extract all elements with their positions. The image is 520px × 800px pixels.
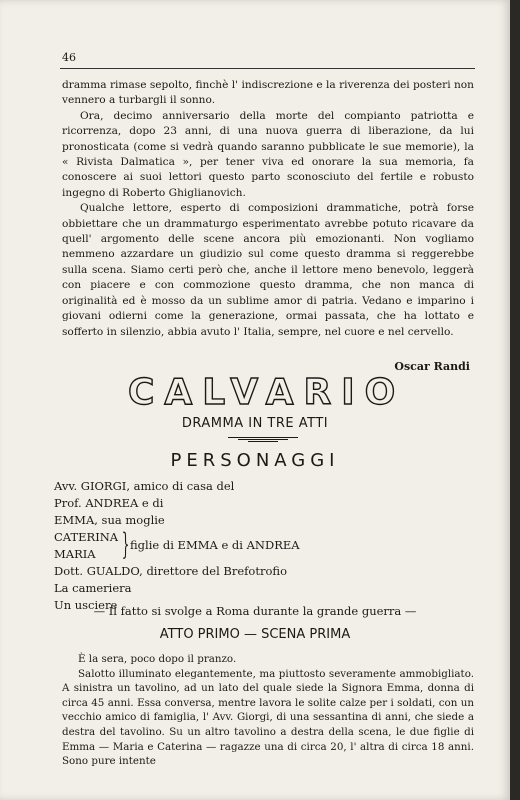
stage-directions: [62, 652, 474, 769]
intro-paragraph: Ora, decimo anniversario della morte del compianto patriotta e ricorrenza, dopo 23 anni, di una nuova guerra di liberazione, da lui pronosticata (come si vedrà quando saranno pubblicate le sue memorie), la « Rivista Dalmatica », per tener viva ed onorare la sua memoria, fa conoscere ai suoi lettori questo parto sconosciuto del fertile e robusto ingegno di Roberto Ghiglianovich.: [62, 109, 474, 199]
cast-daughters: [54, 527, 300, 563]
drama-subtitle: DRAMMA IN TRE ATTI: [181, 416, 329, 431]
cast-list: [54, 478, 300, 614]
personaggi-heading: PERSONAGGI: [170, 450, 340, 471]
header-rule: [60, 68, 475, 69]
cast-giorgi: Avv. GIORGI, amico di casa del: [54, 479, 235, 493]
page-number: 46: [62, 51, 76, 64]
cast-andrea: Prof. ANDREA e di: [54, 496, 164, 510]
act-heading: ATTO PRIMO — SCENA PRIMA: [159, 627, 351, 642]
drama-title: CALVARIO: [128, 372, 406, 413]
daughters-description: figlie di EMMA e di ANDREA: [130, 538, 300, 552]
stage-paragraph: È la sera, poco dopo il pranzo.: [78, 653, 237, 665]
intro-paragraph: Qualche lettore, esperto di composizioni drammatiche, potrà forse obbiettare che un drammaturgo esperimentato avrebbe potuto ricavare da quell' argomento delle scene ancora più emozionanti. Non vogliamo nemmeno azzardare un giudizio sul come questo dramma si reggerebbe sulla scena. Siamo certi però che, anche il lettore meno benevolo, leggerà con piacere e con commozione questo dramma, che non manca di originalità ed è mosso da un sublime amor di patria. Vedano e imparino i giovani odierni come la generazione, ormai passata, che ha lottato e sofferto in silenzio, abbia avuto l' Italia, sempre, nel cuore e nel cervello.: [62, 202, 474, 338]
author-signature: Oscar Randi: [394, 360, 470, 373]
setting-note: — Il fatto si svolge a Roma durante la grande guerra —: [93, 604, 417, 618]
cast-cameriera: La cameriera: [54, 581, 132, 595]
decorative-rule: [228, 436, 298, 443]
cast-emma: EMMA, sua moglie: [54, 513, 165, 527]
cast-gualdo: Dott. GUALDO, direttore del Brefotrofio: [54, 564, 287, 578]
cast-usciere: Un usciere: [54, 598, 118, 612]
intro-paragraph: dramma rimase sepolto, finchè l' indiscrezione e la riverenza dei posteri non vennero a turbargli il sonno.: [62, 79, 474, 107]
cast-caterina: CATERINA: [54, 530, 119, 544]
introduction-text: [62, 78, 474, 340]
cast-maria: MARIA: [54, 547, 96, 561]
binding-edge: [510, 0, 520, 800]
stage-paragraph: Salotto illuminato elegantemente, ma piuttosto severamente ammobigliato. A sinistra un tavolino, ad un lato del quale siede la Signora Emma, donna di circa 45 anni. Essa conversa, mentre lavora le solite calze per i soldati, con un vecchio amico di famiglia, l' Avv. Giorgi, di una sessantina di anni, che siede a destra del tavolino. Su un altro tavolino a destra della scena, le due figlie di Emma — Maria e Caterina — ragazze una di circa 20, l' altra di circa 18 anni. Sono pure intente: [62, 667, 474, 768]
brace-icon: }: [121, 527, 130, 562]
